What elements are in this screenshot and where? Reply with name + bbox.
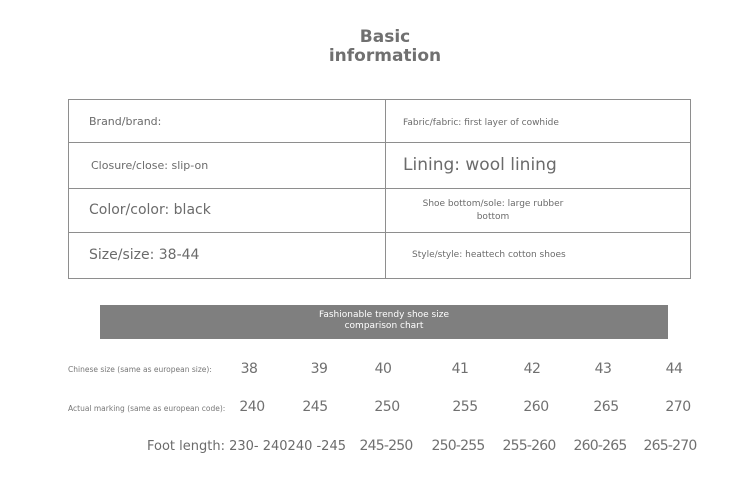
info-table — [68, 99, 691, 279]
actual-marking-label: Actual marking (same as european code): — [68, 404, 226, 413]
banner-text: Fashionable trendy shoe size comparison chart — [318, 310, 450, 331]
title-line-1: Basic — [359, 27, 411, 47]
chinese-size-value: 41 — [451, 361, 469, 377]
foot-length-value: 255-260 — [502, 438, 556, 454]
actual-marking-value: 260 — [523, 399, 549, 415]
actual-marking-value: 245 — [302, 399, 328, 415]
actual-marking-value: 255 — [452, 399, 478, 415]
actual-marking-value: 265 — [593, 399, 619, 415]
sole-cell: Shoe bottom/sole: large rubber bottom — [422, 199, 564, 222]
foot-length-label: Foot length: 230- 240240 -245 — [147, 439, 346, 454]
chinese-size-value: 39 — [310, 361, 328, 377]
foot-length-value: 245-250 — [359, 438, 413, 454]
table-divider-vertical — [385, 100, 386, 278]
brand-cell: Brand/brand: — [89, 114, 162, 128]
page-title — [300, 28, 470, 66]
actual-marking-value: 270 — [665, 399, 691, 415]
closure-cell: Closure/close: slip-on — [91, 158, 209, 172]
foot-length-value: 265-270 — [643, 438, 697, 454]
foot-length-value: 260-265 — [573, 438, 627, 454]
actual-marking-value: 250 — [374, 399, 400, 415]
actual-marking-value: 240 — [239, 399, 265, 415]
fabric-cell: Fabric/fabric: first layer of cowhide — [403, 118, 559, 128]
size-cell: Size/size: 38-44 — [89, 247, 200, 263]
chinese-size-value: 42 — [523, 361, 541, 377]
title-line-2: information — [328, 46, 442, 66]
foot-length-value: 250-255 — [431, 438, 485, 454]
color-cell: Color/color: black — [89, 202, 211, 218]
lining-cell: Lining: wool lining — [403, 155, 557, 175]
chinese-size-value: 38 — [240, 361, 258, 377]
chinese-size-value: 44 — [665, 361, 683, 377]
size-chart-banner — [100, 305, 668, 339]
chinese-size-label: Chinese size (same as european size): — [68, 365, 212, 374]
style-cell: Style/style: heattech cotton shoes — [412, 250, 566, 260]
chinese-size-value: 40 — [374, 361, 392, 377]
chinese-size-value: 43 — [594, 361, 612, 377]
